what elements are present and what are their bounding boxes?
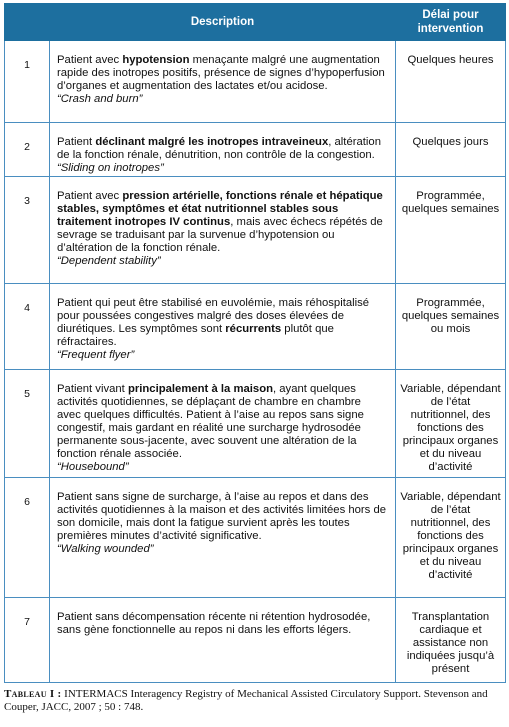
table-caption: [4, 688, 509, 714]
description-text: Patient vivant: [57, 383, 128, 395]
row-delay: Programmée, quelques semaines: [396, 177, 506, 284]
caption-text: INTERMACS Interagency Registry of Mechanical Assisted Circulatory Support. Stevenson and Couper, JACC, 2007 ; 50 : 748.: [4, 688, 488, 713]
description-text: , ayant quelques activités quotidiennes, se déplaçant de chambre en chambre avec quelques difficultés. Patient à l’aise au repos sans signe congestif, mais gardant en réalité une surcharge hydrosodée permanente sous-jacente, avec souvent une altération de la fonction rénale associée.: [57, 383, 364, 460]
row-description: [50, 123, 396, 177]
row-description: [50, 284, 396, 370]
description-text: Patient sans signe de surcharge, à l’aise au repos et dans des activités quotidiennes à la maison et des activités limitées hors de son domicile, mais dont la fatigue survient après les toutes premières minutes d’activité significative.: [57, 491, 387, 542]
profile-nickname: “Crash and burn”: [57, 93, 143, 105]
description-text: , altération de la fonction rénale, dénutrition, non contrôle de la congestion.: [57, 136, 381, 161]
table-row: [5, 284, 506, 370]
profile-nickname: “Housebound”: [57, 461, 129, 473]
table-row: [5, 177, 506, 284]
table-row: [5, 123, 506, 177]
row-number: 6: [5, 478, 50, 598]
description-text: plutôt que réfractaires.: [57, 323, 334, 348]
row-description: [50, 370, 396, 478]
description-text: Patient qui peut être stabilisé en euvolémie, mais réhospitalisé pour poussées congestives malgré des doses élevées de diurétiques. Les symptômes sont: [57, 297, 370, 335]
row-delay: Variable, dépendant de l’état nutritionnel, des fonctions des principaux organes et du niveau d’activité: [396, 478, 506, 598]
row-description: [50, 478, 396, 598]
row-delay: Quelques jours: [396, 123, 506, 177]
row-description: [50, 41, 396, 123]
intermacs-table: [4, 3, 506, 683]
description-text: Patient: [57, 136, 96, 148]
row-delay: Transplantation cardiaque et assistance non indiquées jusqu’à présent: [396, 598, 506, 683]
row-number: 5: [5, 370, 50, 478]
row-number: 2: [5, 123, 50, 177]
description-text: Patient avec: [57, 190, 123, 202]
row-description: [50, 598, 396, 683]
description-emphasis: récurrents: [225, 323, 282, 335]
row-number: 1: [5, 41, 50, 123]
profile-nickname: “Frequent flyer”: [57, 349, 135, 361]
header-number-cell: [5, 4, 50, 41]
description-emphasis: hypotension: [122, 54, 190, 66]
description-text: Patient sans décompensation récente ni rétention hydrosodée, sans gène fonctionnelle au repos ni dans les efforts légers.: [57, 611, 371, 636]
profile-nickname: “Sliding on inotropes”: [57, 162, 164, 174]
description-emphasis: pression artérielle, fonctions rénale et hépatique stables, symptômes et état nutritionnel stables sous traitement inotropes IV continus: [57, 190, 383, 228]
description-text: Patient avec: [57, 54, 123, 66]
profile-nickname: “Dependent stability”: [57, 255, 161, 267]
row-number: 3: [5, 177, 50, 284]
row-delay: Quelques heures: [396, 41, 506, 123]
table-row: [5, 478, 506, 598]
row-number: 7: [5, 598, 50, 683]
description-text: menaçante malgré une augmentation rapide des inotropes positifs, présence de signes d’hypoperfusion d’organes et augmentation des lactates et/ou acidose.: [57, 54, 385, 92]
description-text: , mais avec échecs répétés de sevrage se traduisant par la survenue d’hypotension ou d’altération de la fonction rénale.: [57, 216, 383, 254]
caption-label: Tableau I :: [4, 688, 62, 700]
table-header-row: [5, 4, 506, 41]
description-emphasis: déclinant malgré les inotropes intraveineux: [95, 136, 329, 148]
row-delay: Programmée, quelques semaines ou mois: [396, 284, 506, 370]
table-row: [5, 41, 506, 123]
profile-nickname: “Walking wounded”: [57, 543, 154, 555]
description-emphasis: principalement à la maison: [127, 383, 273, 395]
header-description: Description: [50, 4, 396, 41]
table-row: [5, 598, 506, 683]
row-delay: Variable, dépendant de l’état nutritionnel, des fonctions des principaux organes et du niveau d’activité: [396, 370, 506, 478]
table-row: [5, 370, 506, 478]
row-number: 4: [5, 284, 50, 370]
header-delay: Délai pour intervention: [396, 4, 506, 41]
row-description: [50, 177, 396, 284]
